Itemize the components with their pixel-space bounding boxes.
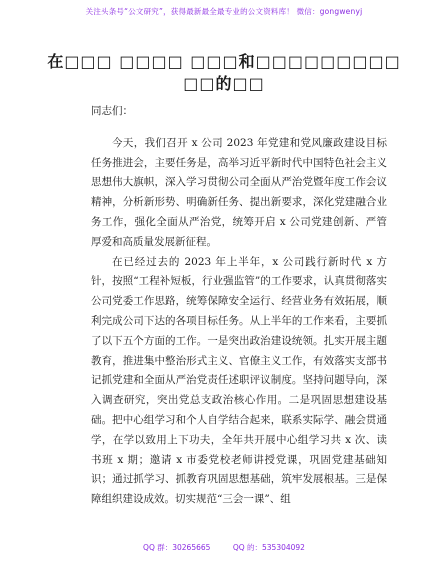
document-body	[91, 102, 387, 510]
footer-qq: QQ 的：535304092	[232, 543, 305, 552]
footer-contact	[0, 542, 448, 553]
footer-qq-group: QQ 群：30265665	[143, 543, 211, 552]
paragraph-1: 今天，我们召开 x 公司 2023 年党建和党风廉政建设目标任务推进会，主要任务是，高举习近平新时代中国特色社会主义思想伟大旗帜，深入学习贯彻公司全面从严治党暨年度工作会议精神，分析新形势、明确新任务、提出新要求，深化党建融合业务工作，强化全面从严治党，统筹开启 x 公司党建创新、严管厚爱和高质量发展新征程。	[91, 136, 387, 248]
header-banner: 关注头条号“公文研究”，获得最新最全最专业的公文资料库！ 微信：gongwenyj	[85, 7, 363, 16]
salutation: 同志们：	[91, 105, 133, 117]
document-title: 在□□□ □□□□ □□□和□□□□□□□□□ □□的□□	[47, 52, 401, 93]
paragraph-2: 在已经过去的 2023 年上半年，x 公司践行新时代 x 方针，按照“工程补短板，行业强监管”的工作要求，认真贯彻落实公司党委工作思路，统筹保障安全运行、经营业务有效拓展，顺利完成公司下达的各项目标任务。从上半年的工作来看，主要抓了以下五个方面的工作。一是突出政治建设统领。扎实开展主题教育，推进集中整治形式主义、官僚主义工作，有效落实支部书记抓党建和全面从严治党责任述职评议制度。坚持问题导向，深入调查研究，突出党总支政治核心作用。二是巩固思想建设基础。把中心组学习和个人自学结合起来，联系实际学、融会贯通学，在学以致用上下功夫，全年共开展中心组学习共 x 次、读书班 x 期；邀请 x 市委党校老师讲授党课，巩固党建基础知识；通过抓学习、抓教育巩固思想基础，筑牢发展根基。三是保障组织建设成效。切实规范“三会一课”、组	[91, 255, 387, 506]
